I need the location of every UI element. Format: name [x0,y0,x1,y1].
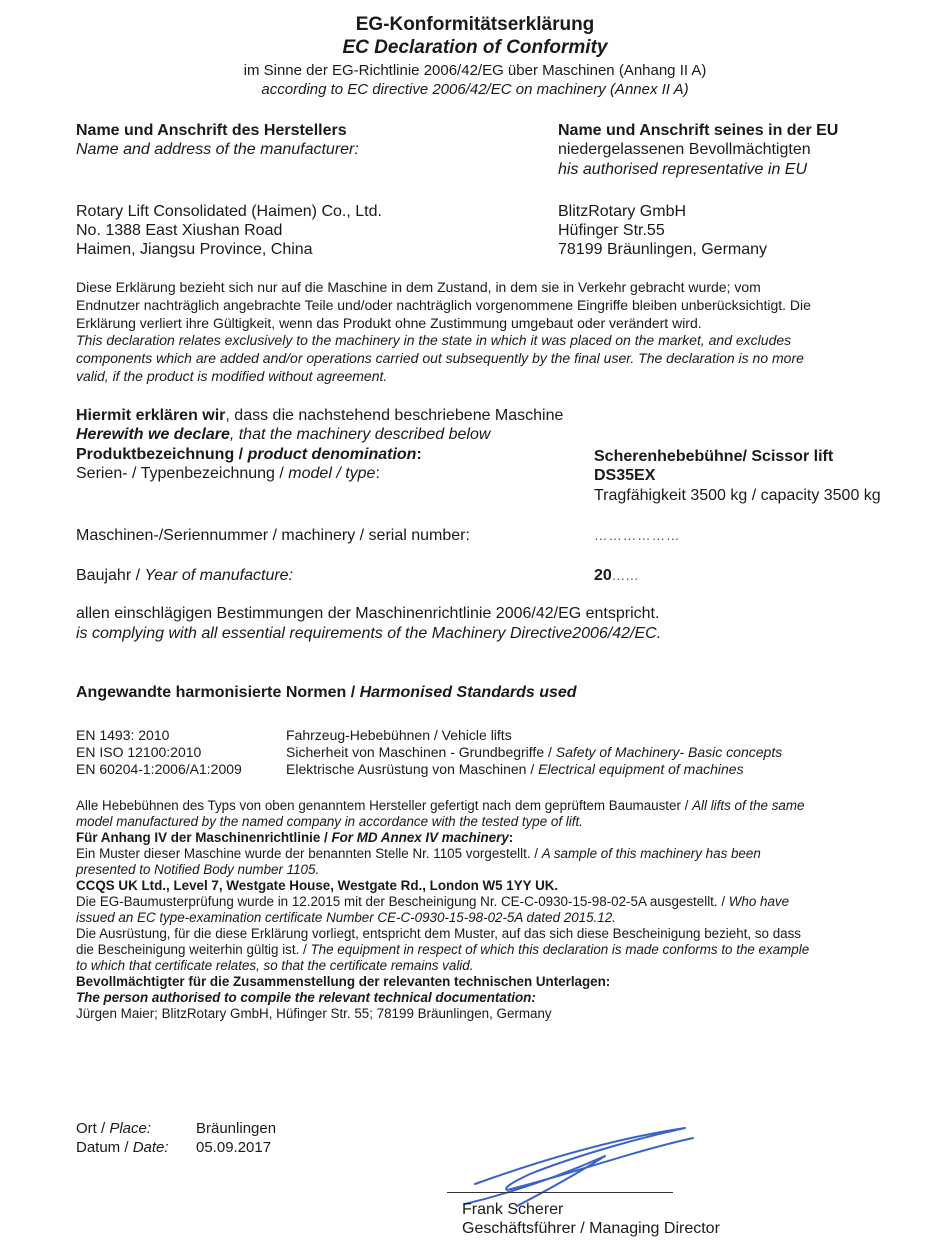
note-annex-colon: : [508,830,514,845]
date-value: 05.09.2017 [196,1139,272,1156]
type-label [76,464,380,484]
title-de: EG-Konformitätserklärung [355,14,595,35]
date-label-en: Date: [132,1139,169,1156]
note-exam-de: Die EG-Baumusterprüfung wurde in 12.2015 mit der Bescheinigung Nr. CE-C-0930-15-98-02-5A ausgestellt. / [76,894,729,909]
year-label [76,566,293,586]
representative-heading-de-2: niedergelassenen Bevollmächtigten [558,141,811,158]
product-label-colon: : [416,446,422,463]
standard-desc-en: Electrical equipment of machines [538,761,744,777]
standard-code: EN ISO 12100:2010 [76,744,202,760]
note-exam-en-2: issued an EC type-examination certificate Number CE-C-0930-15-98-02-5A dated 2015.12. [76,910,616,925]
year-value-prefix: 20 [594,567,612,584]
scope-en-line: valid, if the product is modified without agreement. [76,368,388,384]
subtitle-en: according to EC directive 2006/42/EC on machinery (Annex II A) [261,81,689,98]
scope-en-line: This declaration relates exclusively to the machinery in the state in which it was placed on the market, and excludes [76,332,792,348]
note-all-lifts [76,798,804,814]
signature-line [447,1192,673,1193]
place-label-de: Ort / [76,1120,110,1137]
scope-de-line: Diese Erklärung bezieht sich nur auf die Maschine in dem Zustand, in dem sie in Verkehr gebracht wurde; vom [76,279,761,295]
signature-strokes [465,1128,693,1206]
tech-doc-de: Bevollmächtigter für die Zusammenstellung der relevanten technischen Unterlagen: [76,974,611,989]
note-equip [76,942,809,958]
note-sample-en-2: presented to Notified Body number 1105. [76,862,320,877]
place-label [76,1119,151,1138]
standard-code: EN 60204-1:2006/A1:2009 [76,761,242,777]
representative-heading-de: Name und Anschrift seines in der EU [558,122,839,139]
year-value-dots: …… [611,568,639,583]
note-equip-de-1: Die Ausrüstung, für die diese Erklärung vorliegt, entspricht dem Muster, auf das sich diese Bescheinigung bezieht, so dass [76,926,801,941]
note-all-lifts-en: All lifts of the same [692,798,805,813]
representative-address-line: BlitzRotary GmbH [558,203,687,220]
product-value: Scherenhebebühne/ Scissor lift [594,448,834,465]
note-all-lifts-de: Alle Hebebühnen des Typs von oben genanntem Hersteller gefertigt nach dem geprüftem Baumauster / [76,798,693,813]
standards-heading-de: Angewandte harmonisierte Normen / [76,684,360,701]
note-sample-de: Ein Muster dieser Maschine wurde der benannten Stelle Nr. 1105 vorgestellt. / [76,846,542,861]
year-label-en: Year of manufacture: [144,567,294,584]
note-all-lifts-en-2: model manufactured by the named company in accordance with the tested type of lift. [76,814,583,829]
date-label-de: Datum / [76,1139,133,1156]
year-label-de: Baujahr / [76,567,145,584]
type-label-colon: : [375,465,380,482]
note-annex [76,830,513,846]
signatory-role: Geschäftsführer / Managing Director [462,1220,720,1237]
product-label-en: product denomination [247,446,417,463]
note-exam [76,894,789,910]
manufacturer-address-line: No. 1388 East Xiushan Road [76,222,283,239]
date-label [76,1138,169,1157]
scope-en-line: components which are added and/or operations carried out subsequently by the final user. The declaration is no more [76,350,804,366]
product-label [76,445,422,465]
declare-de-bold: Hiermit erklären wir [76,407,226,424]
standards-heading [76,683,577,703]
year-value [594,566,639,586]
standard-desc [286,727,512,744]
signatory-name: Frank Scherer [462,1201,564,1218]
notified-body-address: CCQS UK Ltd., Level 7, Westgate House, Westgate Rd., London W5 1YY UK. [76,878,559,893]
type-value: DS35EX [594,467,656,484]
tech-doc-en: The person authorised to compile the relevant technical documentation: [76,990,536,1005]
note-sample-en: A sample of this machinery has been [541,846,761,861]
declare-de-rest: , dass die nachstehend beschriebene Maschine [225,407,564,424]
note-equip-de-2: die Bescheinigung weiterhin gültig ist. / [76,942,311,957]
declare-en [76,425,490,445]
manufacturer-heading-en: Name and address of the manufacturer: [76,141,359,158]
representative-heading-en: his authorised representative in EU [558,161,808,178]
standard-desc [286,761,744,778]
type-label-en: model / type [288,465,376,482]
place-value: Bräunlingen [196,1120,277,1137]
standard-desc-de: Elektrische Ausrüstung von Maschinen / [286,761,539,777]
tech-doc-person: Jürgen Maier; BlitzRotary GmbH, Hüfinger Str. 55; 78199 Bräunlingen, Germany [76,1006,552,1021]
standard-desc-en: Safety of Machinery- Basic concepts [555,744,783,760]
scope-de-line: Erklärung verliert ihre Gültigkeit, wenn das Produkt ohne Zustimmung umgebaut oder verändert wird. [76,315,702,331]
scope-de-line: Endnutzer nachträglich angebrachte Teile und/oder nachträglich vorgenommene Eingriffe bleiben unberücksichtigt. Die [76,297,811,313]
standards-heading-en: Harmonised Standards used [359,684,577,701]
representative-address-line: Hüfinger Str.55 [558,222,665,239]
subtitle-de: im Sinne der EG-Richtlinie 2006/42/EG über Maschinen (Anhang II A) [243,62,707,79]
serial-value: ……………… [594,528,681,543]
note-equip-en-2: to which that certificate relates, so that the certificate remains valid. [76,958,474,973]
note-annex-en: For MD Annex IV machinery [331,830,509,845]
representative-address-line: 78199 Bräunlingen, Germany [558,241,768,258]
standard-code: EN 1493: 2010 [76,727,170,743]
declare-en-bold: Herewith we declare [76,426,230,443]
standard-desc-de: Sicherheit von Maschinen - Grundbegriffe / [286,744,556,760]
manufacturer-address-line: Rotary Lift Consolidated (Haimen) Co., Ltd. [76,203,382,220]
compliance-de: allen einschlägigen Bestimmungen der Maschinenrichtlinie 2006/42/EG entspricht. [76,605,660,622]
standard-desc [286,744,782,761]
product-label-de: Produktbezeichnung / [76,446,248,463]
note-equip-en-1: The equipment in respect of which this declaration is made conforms to the example [310,942,810,957]
signature-scribble [455,1122,715,1212]
title-en: EC Declaration of Conformity [342,37,608,58]
declare-en-rest: , that the machinery described below [229,426,491,443]
note-sample [76,846,761,862]
compliance-en: is complying with all essential requirements of the Machinery Directive2006/42/EC. [76,625,662,642]
standard-desc-de: Fahrzeug-Hebebühnen / Vehicle lifts [286,727,512,743]
serial-label: Maschinen-/Seriennummer / machinery / serial number: [76,527,470,544]
declare-de [76,406,563,426]
note-exam-en: Who have [728,894,790,909]
place-label-en: Place: [109,1120,152,1137]
note-annex-de: Für Anhang IV der Maschinenrichtlinie / [76,830,332,845]
capacity: Tragfähigkeit 3500 kg / capacity 3500 kg [594,487,881,504]
manufacturer-address-line: Haimen, Jiangsu Province, China [76,241,313,258]
type-label-de: Serien- / Typenbezeichnung / [76,465,289,482]
manufacturer-heading-de: Name und Anschrift des Herstellers [76,122,347,139]
